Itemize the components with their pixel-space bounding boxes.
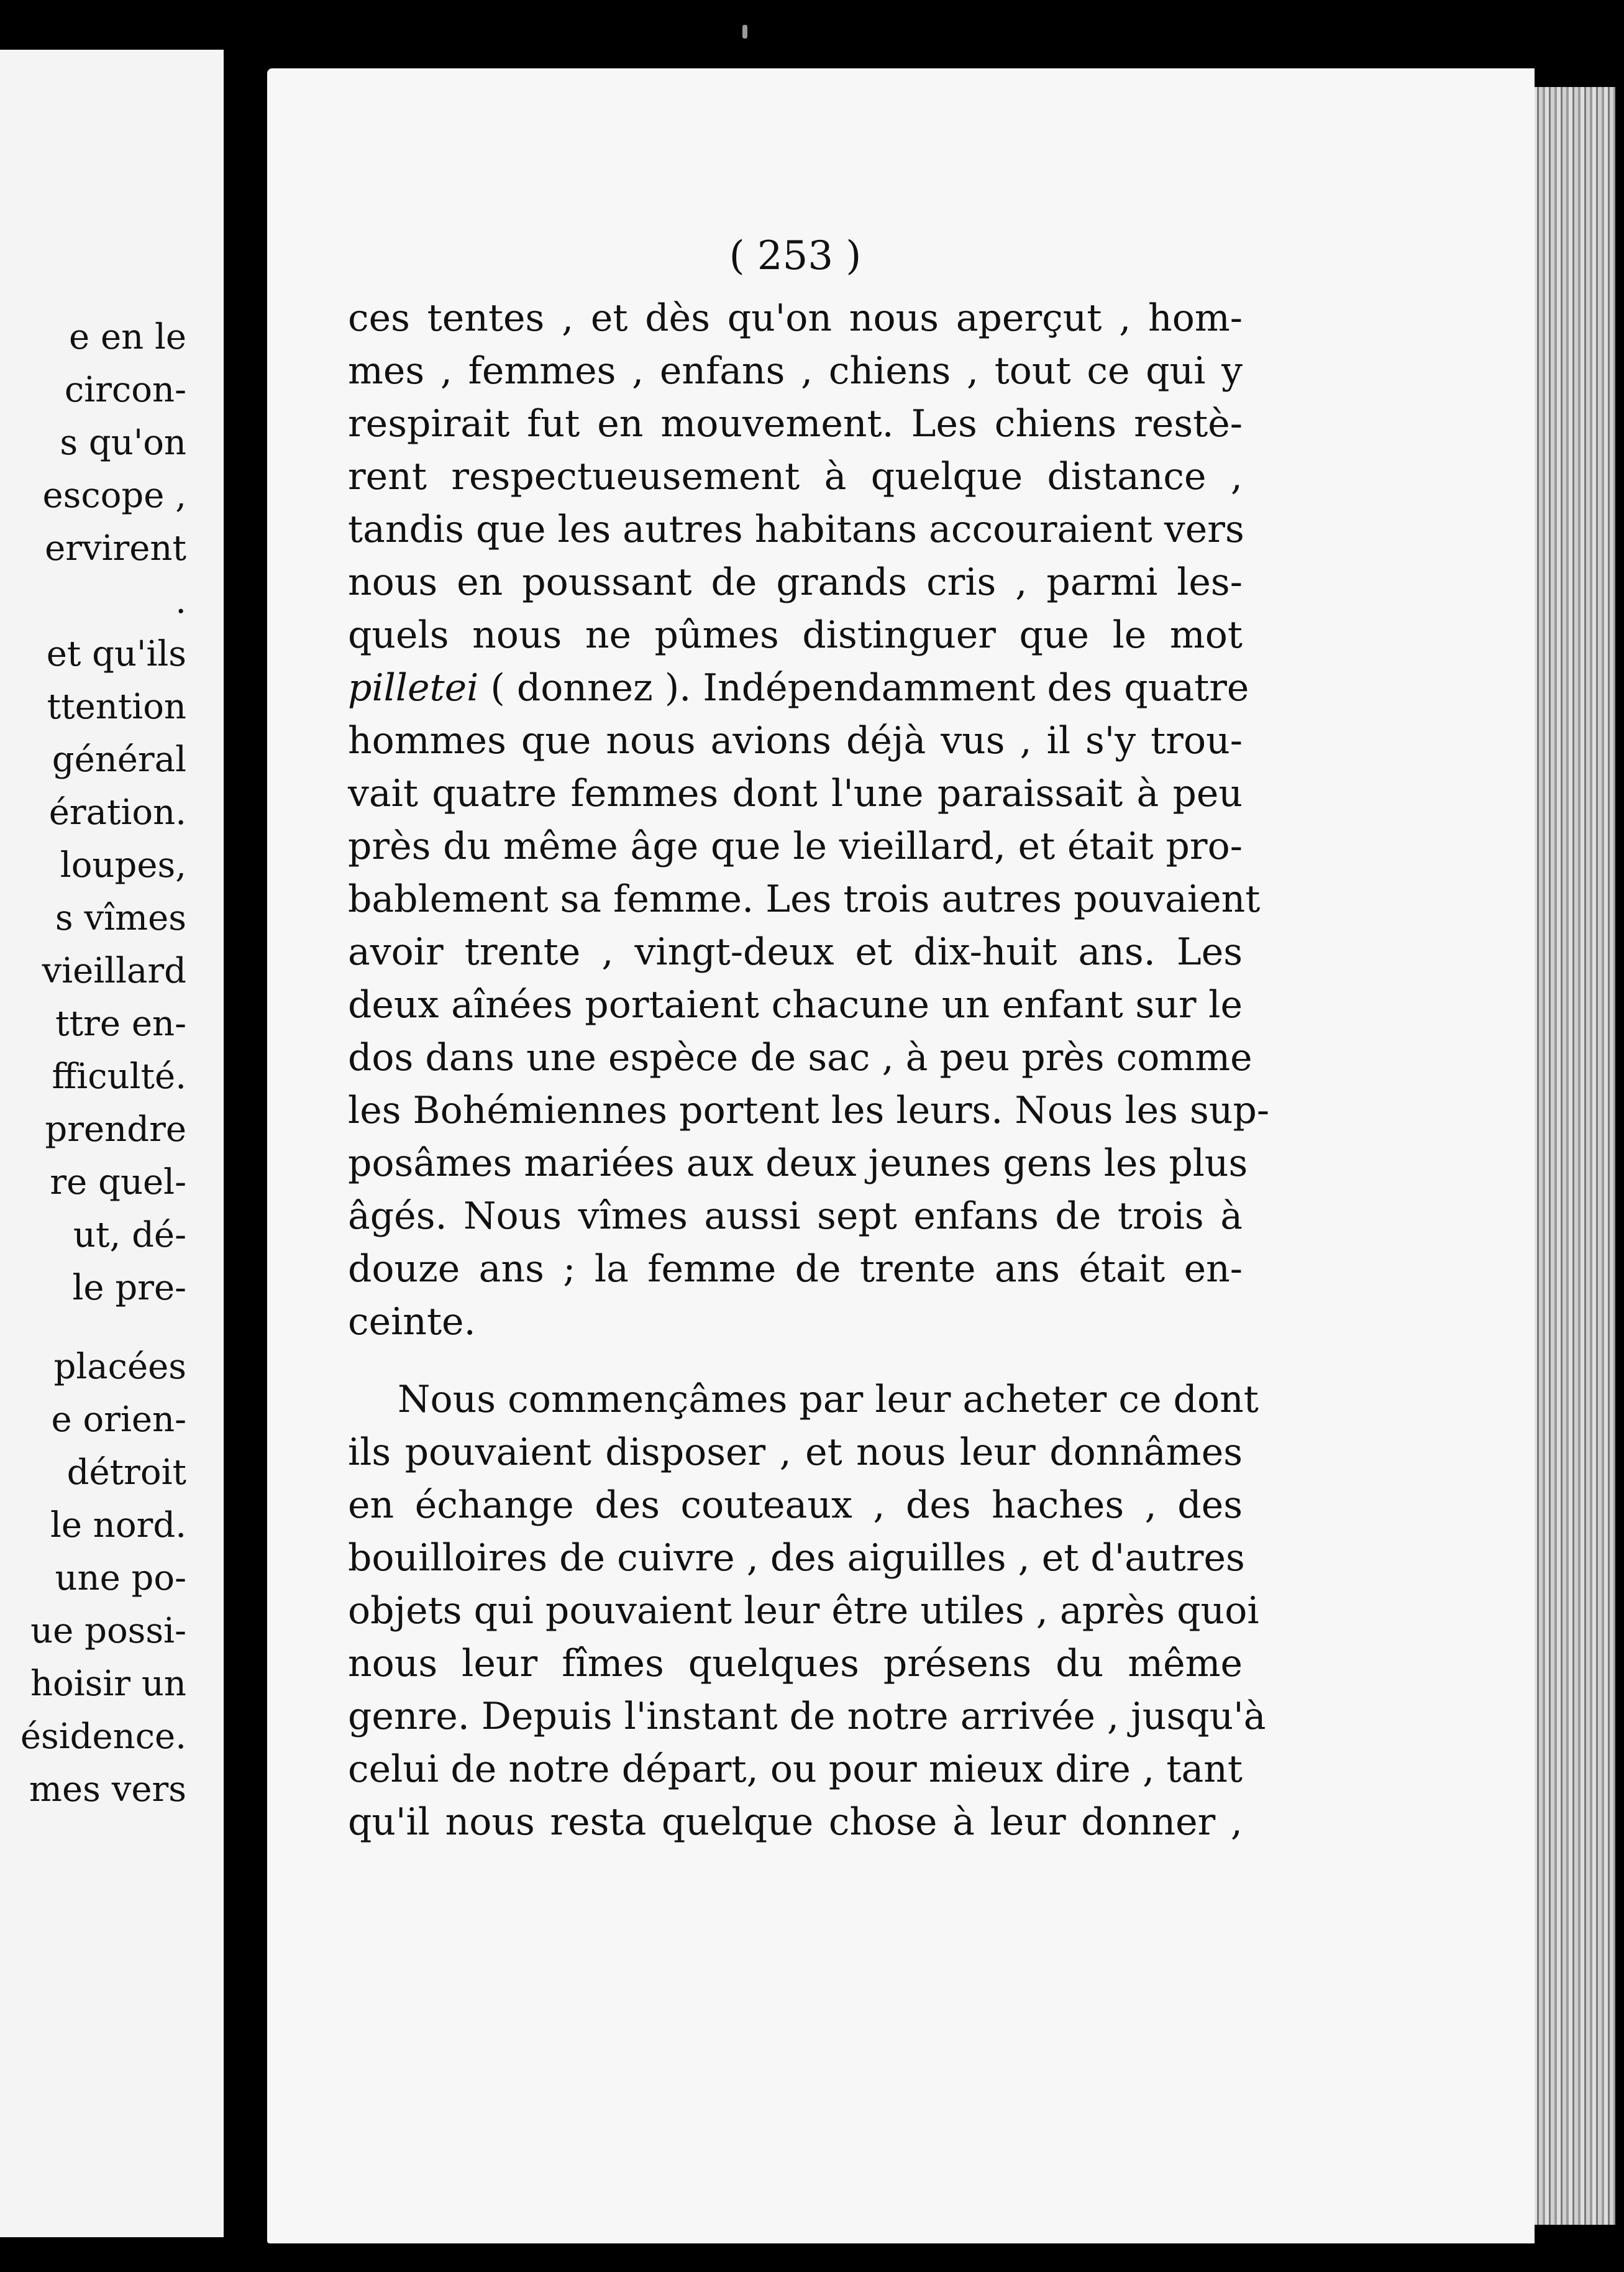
italic-word: pilletei [348, 666, 479, 710]
left-line: le pre- [72, 1268, 186, 1308]
left-line: loupes, [60, 845, 186, 886]
left-line: placées [53, 1347, 186, 1387]
text-line: avoir trente , vingt-deux et dix-huit ans. Les [348, 930, 1243, 974]
text-line: nous leur fîmes quelques présens du même [348, 1642, 1243, 1685]
text-line: vait quatre femmes dont l'une paraissait à peu [348, 772, 1243, 815]
text-line: rent respectueusement à quelque distance , [348, 455, 1243, 498]
text-line: nous en poussant de grands cris , parmi les- [348, 561, 1243, 604]
paragraph-gap [0, 1314, 186, 1340]
left-line: e en le [69, 317, 186, 357]
text-line: bouilloires de cuivre , des aiguilles , et d'autres [348, 1536, 1245, 1580]
text-line: Nous commençâmes par leur acheter ce dont [398, 1378, 1259, 1421]
left-line: ue possi- [30, 1611, 186, 1651]
left-line: ésidence. [20, 1716, 186, 1757]
text-line: près du même âge que le vieillard, et était pro- [348, 825, 1243, 868]
page-number: ( 253 ) [729, 233, 862, 279]
left-line: s qu'on [60, 423, 186, 463]
left-line: s vîmes [55, 898, 186, 938]
text-line: hommes que nous avions déjà vus , il s'y trou- [348, 719, 1243, 763]
scan-mark [742, 25, 747, 39]
left-line: ttre en- [55, 1004, 186, 1044]
left-line: ut, dé- [73, 1215, 186, 1255]
text-line: celui de notre départ, ou pour mieux dire , tant [348, 1748, 1243, 1791]
text-span: ( donnez ). Indépendamment des quatre [478, 666, 1249, 710]
left-page [0, 50, 224, 2237]
text-line: deux aînées portaient chacune un enfant sur le [348, 983, 1243, 1027]
text-line: quels nous ne pûmes distinguer que le mot [348, 613, 1243, 657]
left-line: ervirent [45, 528, 186, 569]
left-page-text-fragment [0, 311, 186, 1816]
left-line: et qu'ils [46, 634, 186, 674]
left-line: escope , [42, 475, 186, 516]
left-line: vieillard [42, 951, 186, 991]
left-line: re quel- [50, 1162, 186, 1202]
left-line: prendre [45, 1109, 186, 1150]
text-line: qu'il nous resta quelque chose à leur donner , [348, 1800, 1243, 1844]
text-line-with-italic [348, 662, 1249, 715]
left-line: hoisir un [30, 1664, 186, 1704]
text-line: bablement sa femme. Les trois autres pouvaient [348, 877, 1261, 921]
page-body-text [348, 292, 1270, 1849]
text-line: âgés. Nous vîmes aussi sept enfans de trois à [348, 1194, 1243, 1238]
text-line: mes , femmes , enfans , chiens , tout ce qui y [348, 349, 1243, 393]
left-line: . [175, 581, 186, 621]
text-line: ces tentes , et dès qu'on nous aperçut , hom- [348, 296, 1243, 340]
left-line: général [52, 740, 186, 780]
text-line: les Bohémiennes portent les leurs. Nous les sup- [348, 1089, 1270, 1132]
text-line: douze ans ; la femme de trente ans était en- [348, 1247, 1243, 1291]
text-line: tandis que les autres habitans accouraient vers [348, 508, 1244, 551]
text-line: respirait fut en mouvement. Les chiens restè- [348, 402, 1243, 446]
text-line: ils pouvaient disposer , et nous leur donnâmes [348, 1431, 1243, 1474]
left-line: détroit [66, 1452, 186, 1493]
left-line: le nord. [50, 1505, 186, 1546]
text-line: dos dans une espèce de sac , à peu près comme [348, 1036, 1252, 1079]
left-line: une po- [55, 1558, 186, 1598]
left-line: mes vers [29, 1769, 186, 1810]
left-line: e orien- [51, 1399, 186, 1440]
paragraph-gap [348, 1349, 1243, 1373]
text-line: en échange des couteaux , des haches , des [348, 1483, 1243, 1527]
text-line: objets qui pouvaient leur être utiles , après quoi [348, 1589, 1259, 1633]
left-line: circon- [64, 370, 186, 410]
text-line: ceinte. [348, 1300, 476, 1344]
text-line: posâmes mariées aux deux jeunes gens les plus [348, 1142, 1248, 1185]
left-line: ération. [48, 792, 186, 833]
left-line: fficulté. [52, 1056, 186, 1097]
text-line: genre. Depuis l'instant de notre arrivée , jusqu'à [348, 1695, 1266, 1738]
book-gutter [224, 0, 273, 2272]
left-line: ttention [47, 687, 186, 727]
